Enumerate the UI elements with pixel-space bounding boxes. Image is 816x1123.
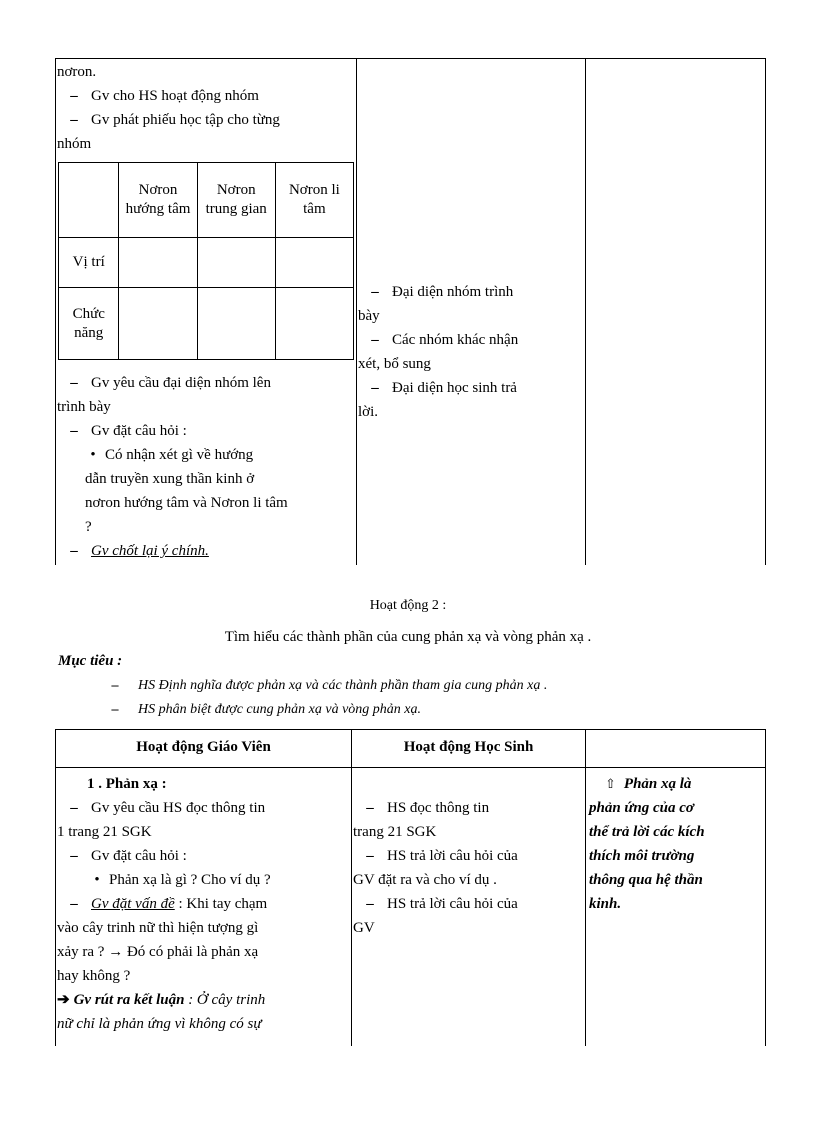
top-table-left-border (55, 58, 56, 565)
list-item (57, 108, 355, 132)
note-line: thông qua hệ thần (589, 872, 703, 888)
section-title: 1 . Phản xạ : (87, 776, 167, 792)
objective-label: Mục tiêu : (58, 653, 123, 669)
list-item (353, 892, 583, 916)
note-line: thích môi trường (589, 848, 695, 864)
bottom-table-header-border (55, 767, 765, 768)
text-segment: xảy ra ? (57, 944, 109, 960)
conclusion-text: : Ở cây trinh (184, 992, 266, 1008)
list-item (57, 844, 349, 868)
worksheet-table (58, 162, 354, 360)
list-item (57, 539, 355, 563)
question-bullet (57, 443, 355, 467)
note-line: phản ứng của cơ (589, 800, 694, 816)
objective-item (98, 678, 547, 694)
worksheet-cell (197, 238, 275, 288)
top-table-divider-2 (585, 58, 586, 565)
text-line: bày (358, 308, 380, 324)
text-segment: Đó có phải là phản xạ (123, 944, 259, 960)
bottom-table-left-border (55, 729, 56, 1046)
dash-bullet: – (70, 800, 78, 816)
worksheet-header-empty (59, 163, 119, 238)
dash-bullet: – (366, 800, 374, 816)
text-line: hay không ? (57, 968, 131, 984)
text-line: GV (353, 920, 375, 936)
arrow-up-icon: ⇧ (605, 776, 616, 791)
bullet-dot: • (94, 872, 100, 888)
text-line: lời. (358, 404, 379, 420)
list-item (57, 371, 355, 395)
list-item-text: Gv yêu cầu HS đọc thông tin (91, 800, 266, 816)
right-arrow-icon: → (108, 944, 124, 960)
dash-bullet: – (371, 284, 379, 300)
list-item (57, 796, 349, 820)
dash-bullet: – (70, 375, 78, 391)
text-line: 1 trang 21 SGK (57, 824, 152, 840)
question-text-line: nơron hướng tâm và Nơron li tâm (85, 495, 288, 511)
bottom-table-right-border (765, 729, 766, 1046)
worksheet-header: Nơron trung gian (197, 163, 275, 238)
list-item (358, 328, 584, 352)
list-item-text: HS trả lời câu hỏi của (387, 848, 518, 864)
dash-bullet: – (70, 848, 78, 864)
worksheet-cell (119, 238, 197, 288)
dash-bullet: – (70, 112, 78, 128)
list-item (353, 796, 583, 820)
list-item-text: Gv đặt câu hỏi : (91, 848, 187, 864)
text-line: GV đặt ra và cho ví dụ . (353, 872, 497, 888)
dash-bullet: – (70, 896, 78, 912)
note-line: thể trả lời các kích (589, 824, 705, 840)
text-line: nhóm (57, 136, 92, 152)
column-header-student: Hoạt động Học Sinh (403, 739, 534, 755)
text-line: nơron. (57, 64, 97, 80)
worksheet-row-label: Vị trí (59, 238, 119, 288)
question-bullet (57, 868, 349, 892)
worksheet-header: Nơron hướng tâm (119, 163, 197, 238)
text-line: trình bày (57, 399, 111, 415)
list-item (358, 376, 584, 400)
dash-bullet: – (111, 702, 119, 717)
list-item-text: Gv chốt lại ý chính. (91, 543, 209, 559)
worksheet-header: Nơron li tâm (275, 163, 353, 238)
text-line: vào cây trinh nữ thì hiện tượng gì (57, 920, 259, 936)
worksheet-cell (119, 288, 197, 360)
note-line: kinh. (589, 896, 622, 912)
activity-heading: Hoạt động 2 : (369, 598, 447, 613)
list-item-text: Các nhóm khác nhận (392, 332, 519, 348)
list-item-text: HS đọc thông tin (387, 800, 490, 816)
bottom-table-teacher-cell (57, 772, 349, 1036)
dash-bullet: – (70, 88, 78, 104)
list-item (57, 84, 355, 108)
top-table-student-cell (358, 280, 584, 424)
bottom-table-notes-cell (589, 772, 763, 916)
activity-subtitle: Tìm hiểu các thành phần của cung phản xạ và vòng phản xạ . (224, 629, 592, 645)
top-table-right-border (765, 58, 766, 565)
list-item (57, 892, 349, 916)
list-item-text: Gv cho HS hoạt động nhóm (91, 88, 259, 104)
dash-bullet: – (371, 380, 379, 396)
dash-bullet: – (366, 896, 374, 912)
text-line: trang 21 SGK (353, 824, 437, 840)
bullet-dot: • (90, 447, 96, 463)
conclusion-line: nữ chỉ là phản ứng vì không có sự (57, 1016, 262, 1032)
top-table-teacher-cell (57, 60, 355, 156)
dash-bullet: – (70, 423, 78, 439)
conclusion-label: Gv rút ra kết luận (73, 992, 185, 1008)
objective-text: HS phân biệt được cung phản xạ và vòng phản xạ. (138, 702, 421, 717)
list-item-text: Gv phát phiếu học tập cho từng (91, 112, 280, 128)
worksheet-cell (197, 288, 275, 360)
top-table-teacher-cell-continued (57, 371, 355, 563)
list-item-text: Đại diện học sinh trả (392, 380, 517, 396)
question-text: Phản xạ là gì ? Cho ví dụ ? (109, 872, 271, 888)
top-table-divider-1 (356, 58, 357, 565)
list-item-text: Đại diện nhóm trình (392, 284, 514, 300)
list-item-text: Gv đặt câu hỏi : (91, 423, 187, 439)
column-header-teacher: Hoạt động Giáo Viên (136, 739, 271, 755)
bottom-table-student-cell (353, 796, 583, 940)
list-item-text: Gv yêu cầu đại diện nhóm lên (91, 375, 271, 391)
objective-text: HS Định nghĩa được phản xạ và các thành phần tham gia cung phản xạ . (138, 678, 548, 693)
worksheet-row-label: Chức năng (59, 288, 119, 360)
objective-item (98, 702, 421, 718)
question-text-line: dẫn truyền xung thần kinh ở (85, 471, 255, 487)
worksheet-cell (275, 288, 353, 360)
bottom-table-divider-2 (585, 729, 586, 1046)
question-text-line: ? (85, 519, 92, 535)
bottom-table-top-border (55, 729, 765, 730)
arrow-right-icon: ➔ (57, 992, 70, 1008)
note-text: Phản xạ là (623, 776, 692, 792)
list-item (353, 844, 583, 868)
worksheet-cell (275, 238, 353, 288)
conclusion-line (57, 988, 349, 1012)
dash-bullet: – (111, 678, 119, 693)
note-line (589, 772, 763, 796)
dash-bullet: – (366, 848, 374, 864)
dash-bullet: – (371, 332, 379, 348)
text-line: xét, bổ sung (358, 356, 431, 372)
list-item (358, 280, 584, 304)
problem-label: Gv đặt vấn đề (91, 896, 175, 912)
bottom-table-divider-1 (351, 729, 352, 1046)
list-item-text: HS trả lời câu hỏi của (387, 896, 518, 912)
list-item-text: : Khi tay chạm (174, 896, 268, 912)
text-line (57, 940, 349, 964)
top-table-top-border (55, 58, 765, 59)
dash-bullet: – (70, 543, 78, 559)
list-item (57, 419, 355, 443)
question-text: Có nhận xét gì về hướng (105, 447, 254, 463)
